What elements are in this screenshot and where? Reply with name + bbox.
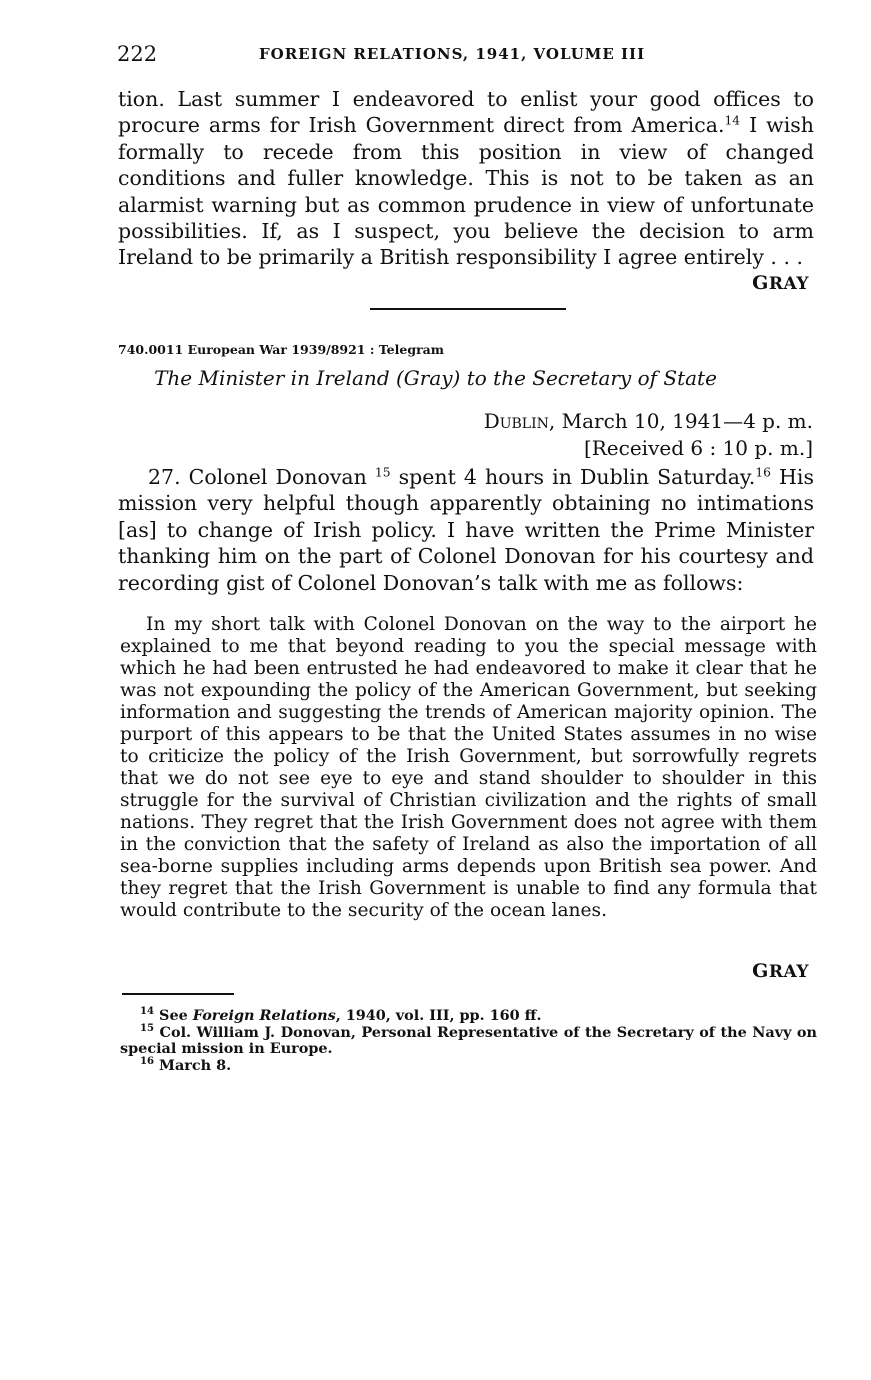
dateline-place: Dublin bbox=[483, 409, 549, 433]
document-title bbox=[0, 366, 871, 390]
paragraph-text: tion. Last summer I endeavored to enlist your good offices to procure arms for Irish Government direct from America. bbox=[118, 87, 814, 138]
paragraph-text: 27. Colonel Donovan bbox=[148, 465, 375, 489]
title-part: The Minister in Ireland bbox=[154, 366, 390, 390]
paragraph-continued bbox=[118, 86, 814, 271]
signature bbox=[752, 960, 809, 982]
signature-rest: RAY bbox=[768, 274, 809, 294]
footnote-text: March 8. bbox=[159, 1056, 232, 1074]
page-header bbox=[117, 42, 817, 72]
footnote-ref: 16 bbox=[755, 465, 771, 480]
footnote-ref: 14 bbox=[724, 114, 741, 129]
file-reference: 740.0011 European War 1939/8921 : Telegram bbox=[118, 342, 444, 357]
section-divider bbox=[370, 308, 566, 310]
footnote-text: Col. William J. Donovan, Personal Representative of the Secretary of the Navy on special mission in Europe. bbox=[120, 1023, 817, 1057]
footnote bbox=[120, 1055, 817, 1075]
paragraph-text: I wish formally to recede from this position in view of changed conditions and fuller knowledge. This is not to be taken as an alarmist warning but as common prudence in view of unfortunate possibilities. If, as I suspect, you believe the decision to arm Ireland to be primarily a British responsibility I agree entirely . . . bbox=[118, 113, 814, 270]
dateline-date: , March 10, 1941—4 p. m. bbox=[548, 409, 813, 433]
signature-initial: G bbox=[752, 960, 769, 982]
signature-initial: G bbox=[752, 272, 769, 294]
signature bbox=[752, 272, 809, 294]
title-part: to the Secretary of State bbox=[466, 366, 717, 390]
page-number: 222 bbox=[117, 42, 158, 66]
footnote bbox=[120, 1005, 817, 1025]
running-head: FOREIGN RELATIONS, 1941, VOLUME III bbox=[259, 45, 646, 63]
footnote bbox=[120, 1022, 817, 1058]
quoted-letter: In my short talk with Colonel Donovan on the way to the airport he explained to me that beyond reading to you the special message with which he had been entrusted he had endeavored to make it clear that he was not expounding the policy of the American Government, but seeking information and suggesting the trends of American majority opinion. The purport of this appears to be that the United States assumes in no wise to criticize the policy of the Irish Government, but sorrowfully regrets that we do not see eye to eye and stand shoulder to shoulder in this struggle for the survival of Christian civilization and the rights of small nations. They regret that the Irish Government does not agree with them in the conviction that the safety of Ireland as also the importation of all sea-borne supplies including arms depends upon British sea power. And they regret that the Irish Government is unable to find any formula that would contribute to the security of the ocean lanes. bbox=[120, 614, 817, 921]
footnote-number: 16 bbox=[140, 1055, 155, 1067]
footnote-italic: Foreign Relations bbox=[192, 1007, 336, 1024]
telegram-paragraph bbox=[118, 464, 814, 596]
footnote-text: , 1940, vol. III, pp. 160 ff. bbox=[335, 1007, 542, 1024]
footnote-number: 15 bbox=[140, 1022, 155, 1034]
paragraph-text: spent 4 hours in Dublin Saturday. bbox=[390, 465, 756, 489]
footnote-ref: 15 bbox=[374, 465, 391, 480]
paragraph-text: His mission very helpful though apparently obtaining no intimations [as] to change of Irish policy. I have written the Prime Minister thanking him on the part of Colonel Donovan for his courtesy and recording gist of Colonel Donovan’s talk with me as follows: bbox=[118, 465, 814, 595]
received-time: [Received 6 : 10 p. m.] bbox=[583, 436, 813, 460]
footnote-divider bbox=[122, 993, 234, 995]
signature-rest: RAY bbox=[768, 962, 809, 982]
footnote-number: 14 bbox=[140, 1005, 155, 1017]
footnotes bbox=[120, 1005, 817, 1074]
dateline bbox=[484, 408, 813, 462]
footnote-text: See bbox=[159, 1007, 193, 1024]
title-part: (Gray) bbox=[395, 366, 461, 390]
